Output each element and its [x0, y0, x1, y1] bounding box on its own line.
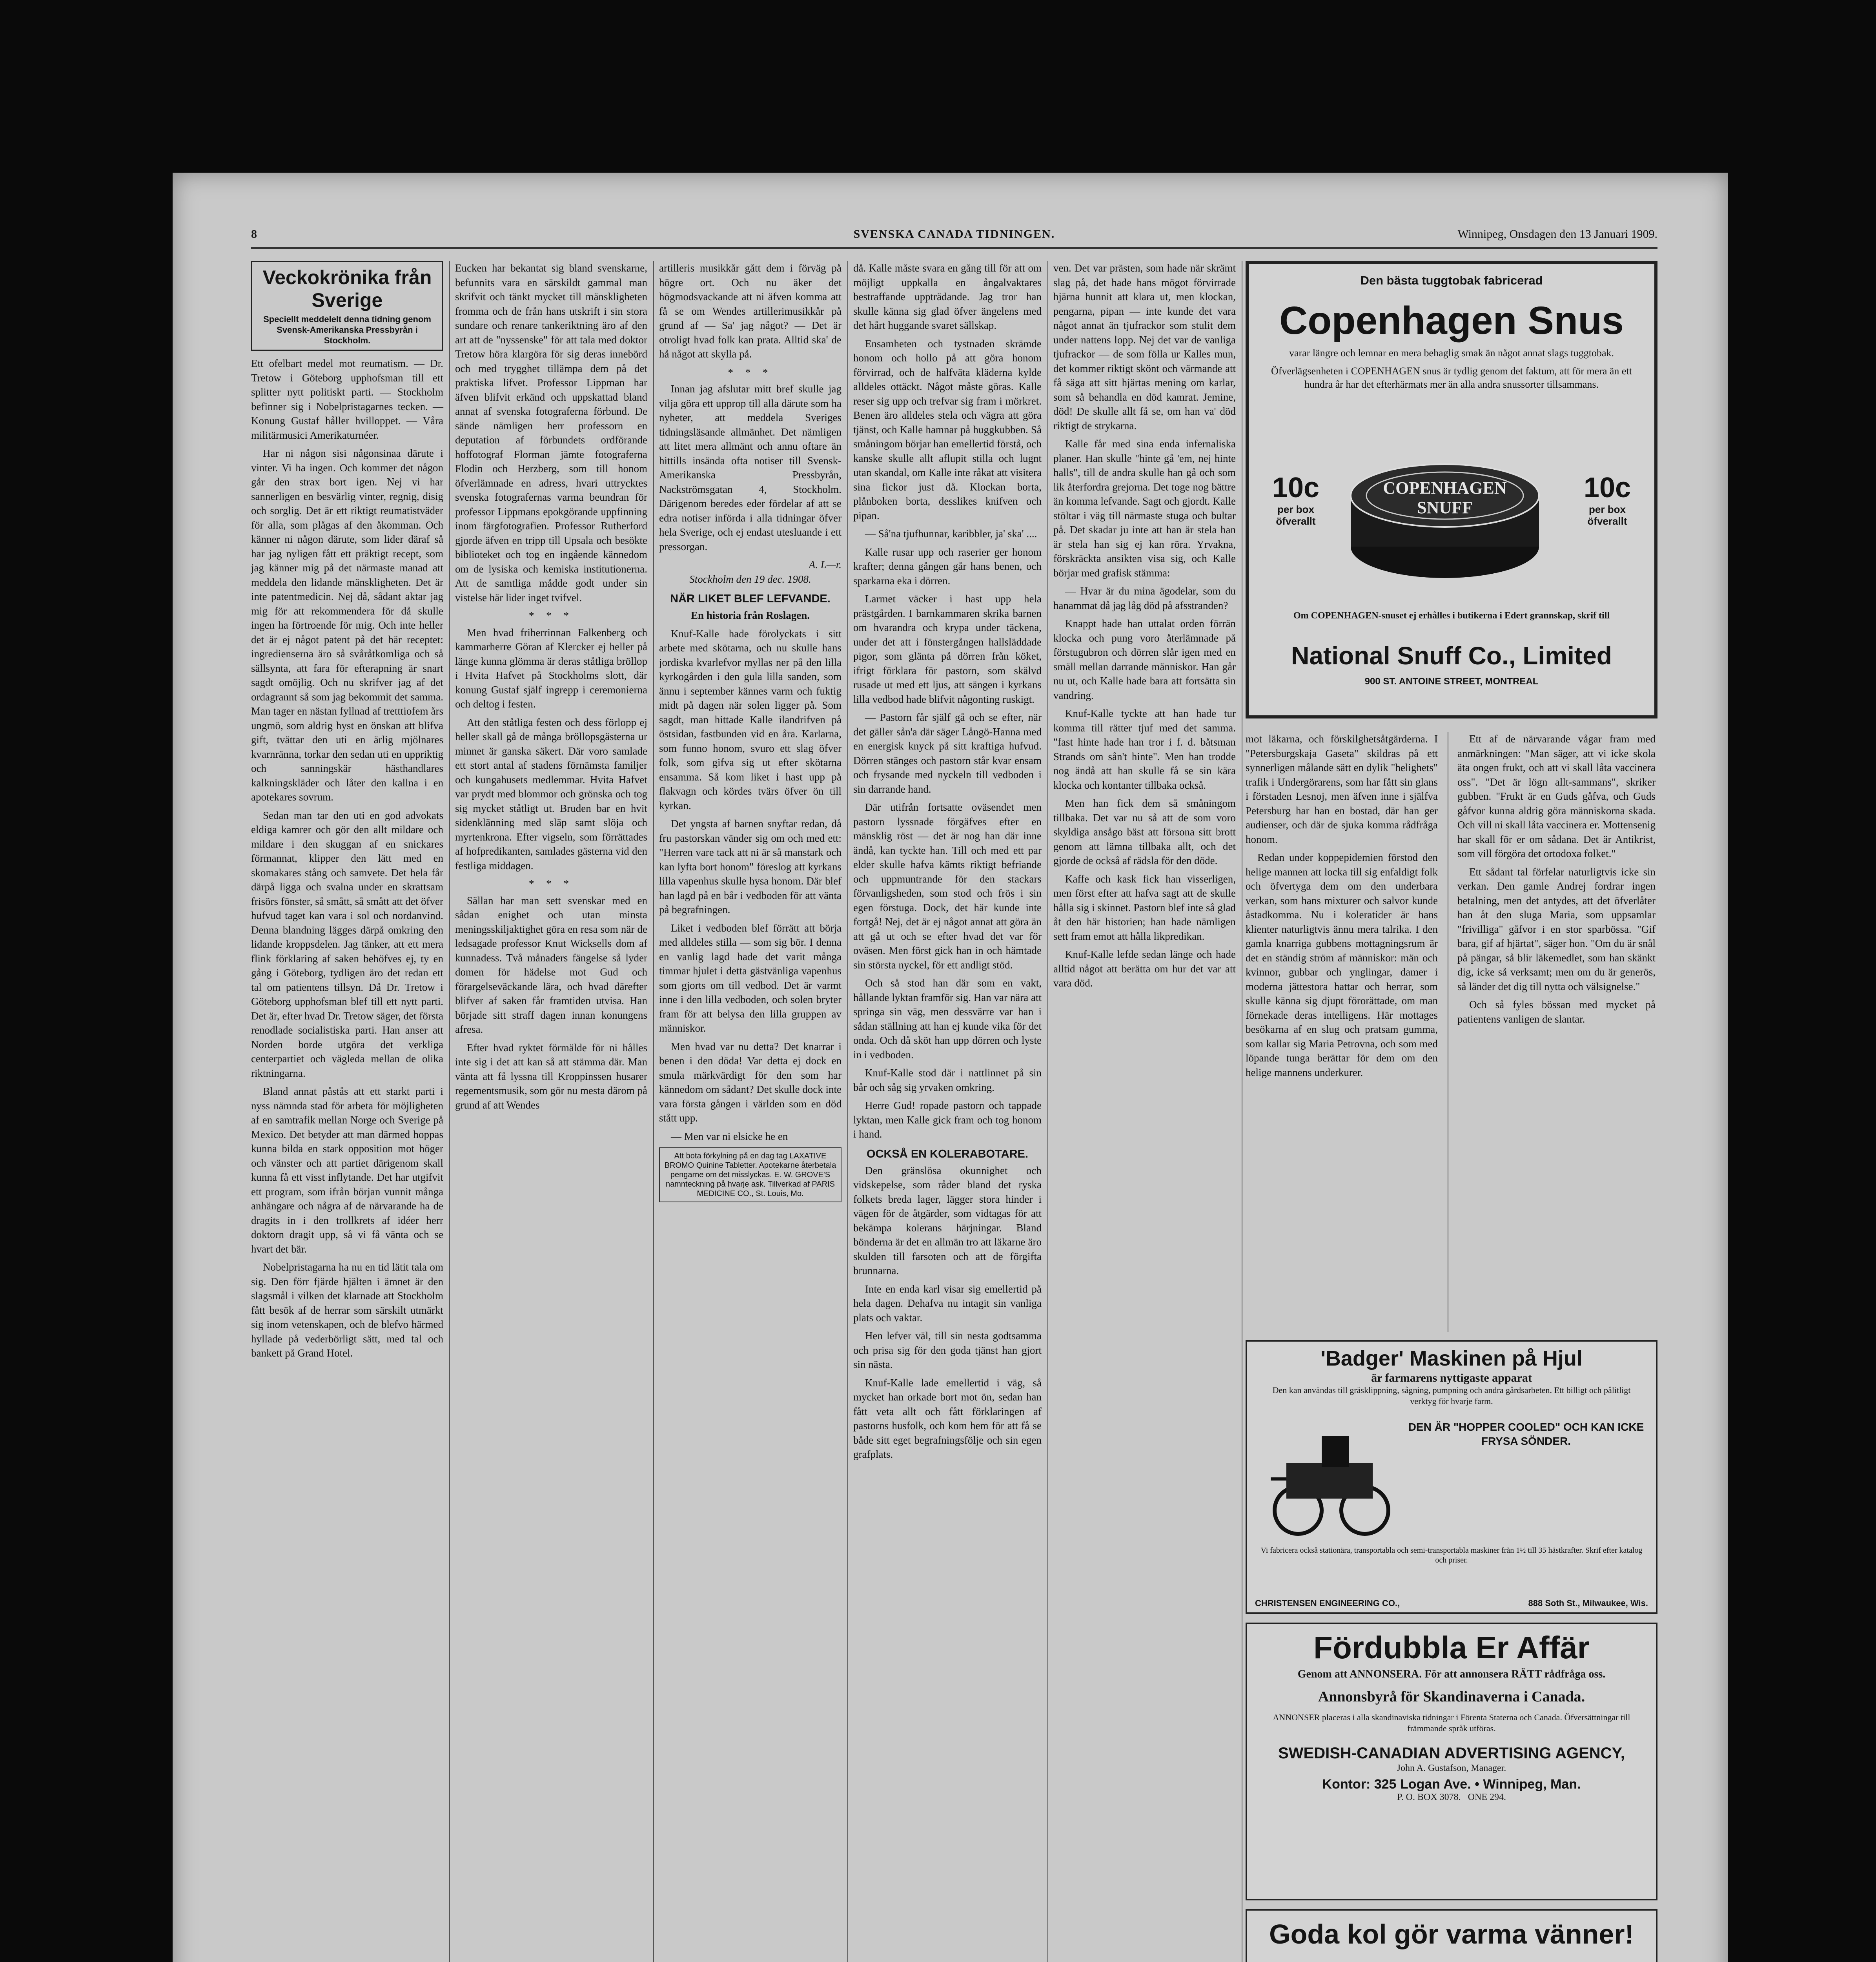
article-paragraph: Sällan har man sett svenskar med en sådan enighet och utan minsta meningsskiljaktighet göra en resa som när de ledsagade professor Knut Wicksells dom af kunnadess. Två månaders fängelse så lyder domen för hädelse mot Gud och förargelseväckande lära, och hvad därefter blifver af saken får framtiden utvisa. Han började sitt straff dagen innan konungens afresa. — [455, 894, 647, 1035]
price-value: 10c — [1272, 472, 1320, 503]
section-divider: * * * — [529, 610, 574, 622]
veckokronika-title: Veckokrönika från Sverige — [262, 266, 432, 311]
fordubbla-subtitle: Genom att ANNONSERA. För att annonsera RÄTT rådfråga oss. — [1297, 1668, 1606, 1680]
price-scope: öfverallt — [1276, 515, 1316, 527]
badger-company: CHRISTENSEN ENGINEERING CO., — [1255, 1598, 1400, 1608]
story-paragraph: — Så'na tjufhunnar, karibbler, ja' ska' .... — [865, 528, 1037, 540]
goda-title: Goda kol gör varma vänner! — [1269, 1919, 1634, 1949]
badger-title: 'Badger' Maskinen på Hjul — [1320, 1347, 1583, 1370]
article-paragraph: Att den ståtliga festen och dess förlopp ej heller skall gå de många bröllopsgästerna ur minnet är ganska säkert. Där voro samlade ett stort antal af stadens förnämsta familjer och kungahusets medlemmar. Hvita Hafvet var prydt med blommor och grönska och tog sig mycket ståtligt ut. Bruden bar en hvit sidenklänning med släp samt slöja och myrtenkrona. Efter vigseln, som förrättades af hofpredikanten, samlades gästerna vid den festliga middagen. — [455, 716, 647, 872]
newspaper-page — [173, 173, 1728, 1962]
badger-fine-print: Vi fabricera också stationära, transportabla och semi-transportabla maskiner från 1½ till 35 hästkrafter. Skrif efter katalog och priser. — [1260, 1546, 1643, 1564]
agency-office: Kontor: 325 Logan Ave. • Winnipeg, Man. — [1322, 1777, 1581, 1792]
article-paragraph: Och så fyles bössan med mycket på patientens vanligen de slantar. — [1457, 999, 1656, 1025]
story-paragraph: Men hvad var nu detta? Det knarrar i benen i den döda! Var detta ej dock en smula märkvärdigt för den som har kännedom om sådant? Det skulle dock inte vara första gången i världen som en död stått upp. — [659, 1040, 841, 1124]
story-paragraph: Herre Gud! ropade pastorn och tappade lyktan, men Kalle gick fram och tog honom i hand. — [853, 1100, 1042, 1140]
snus-tagline: Den bästa tuggtobak fabricerad — [1360, 274, 1543, 287]
article-paragraph: mot läkarna, och förskilghetsåtgärderna. I "Petersburgskaja Gaseta" skildras på ett synnerligen målande sätt en dylik "helighets" trafik i Undergörarens, som har fått sin glans i förstaden Lesnoj, men äfven inne i själfva Petersburg har han en bostad, där han ger audienser, och där de sjuka komma rådfråga honom. — [1246, 733, 1438, 845]
column-rule — [1047, 261, 1048, 1962]
snus-text: varar längre och lemnar en mera behaglig smak än något annat slags tuggtobak. — [1289, 347, 1614, 359]
coal-wood-ad — [1246, 1909, 1657, 1962]
right-lower-text — [1246, 732, 1657, 1332]
column-3 — [659, 261, 841, 1962]
article-paragraph: Sedan man tar den uti en god advokats eldiga kamrer och gör den allt mildare och mildare i den skuggan af en snickares förmannat, klipper den lätt med en skomakares stång och samvete. Det hela får därpå ligga och svalna under en skrattsam frisörs fönster, så smått, så smått att det öfver hufvud taget kan vara i sol och nordanvind. Denna blandning lägges därpå omkring den lidande kroppsdelen. Jag tänker, att ett mera flink förklaring af saken behöfves ej, ty en gång i Göteborg, tydligen äro det redan ett tal om patientens tillsyn. Då Dr. Tretow i Göteborg upphofsman blef till ett nytt parti. Det är, efter hvad Dr. Tretow säger, det första renodlade socialistiska parti. Han anser att Norden borde utgöra det verkliga centerpartiet och vägleda mellan de olika riktningarna. — [251, 809, 443, 1079]
column-rule — [449, 261, 450, 1962]
story-paragraph: Knuf-Kalle lefde sedan länge och hade alltid något att berätta om hur det var att vara död. — [1053, 948, 1236, 989]
badger-address: 888 Soth St., Milwaukee, Wis. — [1528, 1598, 1648, 1608]
article-paragraph: Bland annat påstås att ett starkt parti i nyss nämnda stad för arbeta för möjligheten af en samtrafik mellan Norge och Sverige på Mexico. Det betyder att man därmed hoppas kunna bilda en stark opposition mot höger och vänster och att partiet därigenom skall kunna få ett visst inflytande. Det har utgifvit ett program, som ifrån början vunnit många anhängare och några af de närvarande ha de dragits in i den trollkrets af idéer herr doktorn dragit upp, så vi få vänta och se hvart det bär. — [251, 1085, 443, 1255]
article-signature: A. L—r. — [809, 559, 841, 571]
story-title: NÄR LIKET BLEF LEFVANDE. — [670, 593, 831, 605]
fordubbla-bureau: Annonsbyrå för Skandinaverna i Canada. — [1318, 1688, 1585, 1705]
snus-price-right — [1572, 472, 1643, 527]
story-paragraph: Knappt hade han uttalat orden förrän klocka och pung voro återlämnade på förstugubron och dörren slår igen med en smäll mellan darrande människor. Han går nu ut, och Kalle hade bara att fortsätta sin vandring. — [1053, 618, 1236, 701]
story-paragraph: Kalle får med sina enda infernaliska planer. Han skulle "hinte gå 'em, nej hinte halls", till de andra skulle han gå och som lik återfordra grejorna. Det toge nog bättre än komma lefvande. Sagt och gjordt. Kalle stöltar i väg till närmaste stuga och bultar på. Det skadar ju inte att han är stela han är stela han sig ej kan röra. Yrvakna, förskräckta ansikten visa sig, och Kalle börjar med grafisk stämma: — [1053, 438, 1236, 579]
tin-label-2: SNUFF — [1417, 498, 1473, 517]
fordubbla-title: Fördubbla Er Affär — [1313, 1630, 1590, 1665]
price-unit: per box — [1277, 503, 1314, 515]
story-paragraph: Det yngsta af barnen snyftar redan, då fru pastorskan vänder sig om och med ett: "Herren vare tack att ni är så manstark och kan lyfta bort honom" föreslog att kyrkans lilla vapenhus skulle hysa honom. Där blef han lagd på en bår i vedboden för att vänta på begrafningen. — [659, 818, 841, 915]
article-paragraph: Eucken har bekantat sig bland svenskarne, befunnits vara en särskildt gammal man skrifvit och tänkt mycket till mänskligheten fromma och de från hans utskrift i sin stora sundare och renare tankeriktning äro af den art att de "nyssenske" för att tala med doktor Tretow höra klargöra för sig deras innebörd och med trygghet tillämpa dem på det praktiska lifvet. Professor Lippman har äfven blifvit erkänd och uppskattad bland annat af svenska fotograferna förbund. De sände nämligen herr professorn en deputation af förbundets ordförande hoffotograf Florman jämte fotograferna Flodin och Herzberg, som till honom öfverlämnade en adress, hvari uttrycktes svenska fotografernas varma beundran för professor Lippmans epokgörande uppfinning inom färgfotografien. Professor Rutherford gjorde äfven en tripp till Upsala och besökte biblioteket och tog en ingående kännedom om de lysiska och kemiska institutionerna. Att de samtliga mådde godt under sin vistelse här lider inget tvifvel. — [455, 262, 647, 604]
bromo-quinine-ad: Att bota förkylning på en dag tag LAXATIVE BROMO Quinine Tabletter. Apotekarne återbetala pengarne om det misslyckas. E. W. GROVE'S namnteckning på hvarje ask. Tillverkad af PARIS MEDICINE CO., St. Louis, Mo. — [659, 1147, 841, 1202]
story-subtitle: En historia från Roslagen. — [690, 609, 810, 621]
badger-footer — [1255, 1598, 1648, 1608]
badger-subtitle: är farmarens nyttigaste apparat — [1371, 1371, 1532, 1384]
story-paragraph: då. Kalle måste svara en gång till för att om möjligt uppkalla en ångalvaktares bestraffande uppträdande. Jag tror han skulle känna sig glad öfver ängelens med det hårt huggande svaret sällskap. — [853, 262, 1042, 331]
price-unit: per box — [1589, 503, 1626, 515]
agency-box — [1255, 1792, 1648, 1803]
kolera-section-title: OCKSÅ EN KOLERABOTARE. — [867, 1147, 1028, 1160]
page-number: 8 — [251, 228, 257, 241]
column-rule — [847, 261, 848, 1962]
snus-price-left — [1260, 472, 1331, 527]
story-paragraph: — Pastorn får själf gå och se efter, när det gäller sån'a där säger Långö-Hanna med en energisk knyck på sitt kraftiga hufvud. Dörren stänges och pastorn står kvar ensam och frysande med nyckeln till vedboden i sin darrande hand. — [853, 711, 1042, 795]
column-6-lower — [1457, 732, 1656, 1332]
story-paragraph: ven. Det var prästen, som hade när skrämt slag på, det hade hans mögot förvirrade hjärna hunnit att klara ut, men klockan, pengarna, pipan — inte kunde det vara något annat än tjufrackor som stulit dem under nattens lopp. Nej det var de vanliga tjufrackor — de som fölla ur Kalles mun, det kommer riktigt skönt och värmande att få säga att sitt hjärtas mening om karlar, som så behandla en död kamrat. Jemine, död! De skulle allt få se, om han va' död riktigt de strykarna. — [1053, 262, 1236, 432]
right-area — [1246, 261, 1657, 1962]
section-divider: * * * — [529, 878, 574, 890]
badger-engine-ad — [1246, 1340, 1657, 1614]
story-paragraph: Kaffe och kask fick han visserligen, men först efter att hafva sagt att de skulle hålla sig i skinnet. Pastorn blef inte så glad åt den här historien; han hade nämligen sett fram emot att hålla likpredikan. — [1053, 873, 1236, 942]
snuff-tin-illustration — [1343, 449, 1547, 582]
story-paragraph: Ensamheten och tystnaden skrämde honom och hollo på att göra honom förvirrad, och de halfväta kläderna kylde alldeles ottäckt. Något måste göras. Kalle reser sig upp och trefvar sig fram i mörkret. Benen äro alldeles stela och vägra att göra tjänst, och Kalle hamnar på huggkubben. Så småningom börjar han emellertid förstå, och kanske skulle allt aflupit stilla och lugnt utan skandal, om Kalle inte råkat att visitera sina fickor just då. Klockan borta, plånboken borta, desslikes knifven och pipan. — [853, 337, 1042, 521]
section-paragraph: Knuf-Kalle lade emellertid i väg, så mycket han orkade bort mot ön, sedan han fått veta allt och fått förklaringen af pastorns husfolk, och kom hem för att få se både sitt eget begrafningsfölje och sin egen grafplats. — [853, 1377, 1042, 1460]
agency-manager: John A. Gustafson, Manager. — [1397, 1763, 1506, 1773]
column-4 — [853, 261, 1042, 1962]
agency-name: SWEDISH-CANADIAN ADVERTISING AGENCY, — [1278, 1745, 1625, 1762]
story-paragraph: Kalle rusar upp och raserier ger honom krafter; denna gången går hans benen, och sparkarna eka i dörren. — [853, 546, 1042, 587]
issue-date: Winnipeg, Onsdagen den 13 Januari 1909. — [1457, 228, 1657, 241]
story-paragraph: Larmet väcker i hast upp hela prästgården. I barnkammaren skrika barnen om hvarandra och krypa under täckena, under det att i fönstergången hallsläddade pigor, som glänta på dörren från köket, ifrigt förklara för pastorn, som skälvd rusade ut med ett ljus, att sängen i kyrkans lilla vedbod hade blifvit någonting ruskigt. — [853, 593, 1042, 705]
snus-address: 900 ST. ANTOINE STREET, MONTREAL — [1364, 676, 1539, 687]
article-paragraph: Ett sådant tal förfelar naturligtvis icke sin verkan. Den gamle Andrej fordrar ingen betalning, men det antydes, att det öfverlåter han åt den sluga Maria, som uppsamlar "frivilliga" gåfvor i en stor sparbössa. "Gif bara, gif af hjärtat", säger hon. "Om du är snål på pängar, så blir läkemedlet, som han skänkt dig, icke så verksamt; men om du är generös, så länder det dig till nytta och välsignelse." — [1457, 866, 1656, 992]
article-paragraph: artilleris musikkår gått dem i förväg på högre ort. Och nu äker det högmodsvackande att ni äfven komma att få se om Wendes artillerimusikkår på grund af — Sa' jag något? — Det är otroligt hvad folk kan prata. Alltid ska' de hå något att skylla på. — [659, 262, 841, 360]
story-paragraph: Knuf-Kalle stod där i nattlinnet på sin bår och såg sig yrvaken omkring. — [853, 1067, 1042, 1093]
article-paragraph: Redan under koppepidemien förstod den helige mannen att locka till sig enfaldigt folk och öfvertyga dem om den underbara verkan, som hans mixturer och salvor kunde åstadkomma. Nu i koleratider är hans klienter naturligtvis ännu mera talrika. I den gamla knarriga gubbens mottagningsrum är det en ständig ström af människor: män och kvinnor, gubbar och ynglingar, damer i moderna jättestora hattar och herrar, som skulle känna sig djupt förorättade, om man förnekade deras intelligens. Här mottages besökarna af en slug och pratsam gumma, som kallar sig Maria Petrovna, och som med löpande tunga berättar för dem om den helige mannens underkurer. — [1246, 852, 1438, 1078]
fordubbla-text: ANNONSER placeras i alla skandinaviska tidningar i Förenta Staterna och Canada. Öfversättningar till främmande språk utföras. — [1273, 1712, 1630, 1733]
snus-brand: Copenhagen Snus — [1279, 299, 1624, 343]
article-paragraph: Har ni någon sisi någonsinaa därute i vinter. Vi ha ingen. Och kommer det någon går den strax bort igen. Nej vi har sannerligen en besvärlig vinter, regnig, disig och sorglig. Det är ett riktigt reumatistväder för alla, som plågas af den åkomman. Och känner ni någon därute, som lider däraf så har jag nyligen fått ett präktigt recept, som jag känner mig på det närmaste manad att meddela den lidande mänskligheten. Det är inte patentmedicin. Nej då, sådant aktar jag mig för att rekommendera för då skulle ingen ha förtroende för mig. Och inte heller det är ej något patent på det här receptet: ingredienserna äro så svåråtkomliga och så sällsynta, att fara för efterapning är snart sagdt omöjlig. Och nu skrifver jag af det ordagrannt så som jag bekommit det samma. Man tager en nästan fyllnad af tretttiofem års ungmö, som aldrig hyst en önskan att blifva gift, tvättar den uti en ärlig mjölnares kvarnränna, torkar den sedan uti en uppriktig och sanningskär hästhandlares kalkningskläder och låter den kallna i en apotekares sovrum. — [251, 447, 443, 803]
article-paragraph: Nobelpristagarna ha nu en tid lätit tala om sig. Den förr fjärde hjälten i ämnet är den slagsmål i vilken det klarnade att Stockholm fått besök af de herrar som särskilt utmärkt sig inom vetenskapen, och de blefvo härmed hyllade på vederbörligt sätt, med tal och bankett på Grand Hotel. — [251, 1261, 443, 1359]
article-summary: Ett ofelbart medel mot reumatism. — Dr. Tretow i Göteborg upphofsman till ett splitter nytt politiskt parti. — Stockholm befinner sig i Nobelpristagarnes tecken. — Konung Gustaf håller hvilloppet. — Våra militärmusici Amerikaturnéer. — [251, 357, 443, 441]
article-paragraph: Efter hvad ryktet förmälde för ni hålles inte sig i det att kan så att stämma där. Man vänta att få lyssna till Kroppinssen husarer regementsmusik, som gör nu mesta därom på grund af att Wendes — [455, 1041, 647, 1111]
article-paragraph: Men hvad friherrinnan Falkenberg och kammarherre Göran af Klercker ej heller på länge kunna glömma är deras ståtliga bröllop i Hvita Hafvet på Stockholms slott, där konung Gustaf själf ingrepp i ceremonierna och deltog i festen. — [455, 626, 647, 710]
article-paragraph: Innan jag afslutar mitt bref skulle jag vilja göra ett upprop till alla därute som ha nyheter, att meddela Sveriges tidningsläsande allmänhet. Det nämligen att litet mera allmänt och annu oftare än hittills insända ofta notiser till Svensk-Amerikanska Pressbyrån, Nackströmsgatan 4, Stockholm. Därigenom beredes eder fördelar af att se edra notiser införda i alla tidningar öfver hela Sverige, och ej endast utesluande i ett pressorgan. — [659, 383, 841, 552]
column-2 — [455, 261, 647, 1962]
veckokronika-subtitle: Speciellt meddelelt denna tidning genom Svensk-Amerikanska Pressbyrån i Stockholm. — [263, 314, 431, 345]
article-dateline: Stockholm den 19 dec. 1908. — [689, 573, 811, 585]
price-value: 10c — [1583, 472, 1631, 503]
page-header — [251, 224, 1657, 249]
section-paragraph: Hen lefver väl, till sin nesta godtsamma och prisa sig för den goda tjänst han gjort sin nästa. — [853, 1330, 1042, 1370]
section-paragraph: Den gränslösa okunnighet och vidskepelse, som råder bland det ryska folkets breda lager, lägger stora hinder i vägen för de åtgärder, som vidtagas för att bekämpa kolerans härjningar. Bland bönderna är det en allmän tro att läkarne äro skulden till farsoten och att de förgifta brunnarna. — [853, 1164, 1042, 1276]
newspaper-name: SVENSKA CANADA TIDNINGEN. — [853, 228, 1055, 241]
story-paragraph: — Hvar är du mina ägodelar, som du hanammat då jag låg död på afsstranden? — [1053, 585, 1236, 611]
po-box: P. O. BOX 3078. — [1397, 1792, 1461, 1802]
advertising-agency-ad — [1246, 1623, 1657, 1900]
snus-text-2: Öfverlägsenheten i COPENHAGEN snus är tydlig genom det faktum, att för mera än ett hundra år har det efterhärmats mer än alla andra snussorter tillsammans. — [1271, 365, 1632, 390]
badger-feature: DEN ÄR "HOPPER COOLED" OCH KAN ICKE FRYSA SÖNDER. — [1408, 1421, 1644, 1447]
story-paragraph: Liket i vedboden blef förrätt att börja med alldeles stilla — som sig bör. I denna en vanlig lagd hade det varit många timmar hjulet i detta gästvänliga vapenhus som gjorts om till vedbod. Det är varmt inne i den lilla vedboden, och solen bryter fram för att belysa den lilla gruppen av människor. — [659, 922, 841, 1034]
column-5-lower — [1246, 732, 1438, 1332]
veckokronika-header — [251, 261, 443, 351]
agency-phone: ONE 294. — [1468, 1792, 1506, 1802]
column-1 — [251, 261, 443, 1962]
price-scope: öfverallt — [1587, 515, 1627, 527]
story-paragraph: Knuf-Kalle tyckte att han hade tur komma till rätter tjuf med det samma. "fast hinte hade han tror i f. d. båtsman Strands om sån't hinte". Men han trodde nog ändå att han skulle få se sin kära klocka och kontanter tillbaka också. — [1053, 707, 1236, 791]
copenhagen-snus-ad — [1246, 261, 1657, 718]
article-paragraph: Ett af de närvarande vågar fram med anmärkningen: "Man säger, att vi icke skola äta ongen frukt, och att vi skall låta vaccinera oss". "Det är lögn allt-sammans", skriker gubben. "Frukt är en Guds gåfva, och Guds gåfvor kunna aldrig göra människorna skada. Och vill ni skall låta vaccinera er. Mottensenig har skall för er om sådana. Det är Antikrist, som vill förgöra det ortodoxa folket." — [1457, 733, 1656, 859]
column-5-upper — [1053, 261, 1236, 989]
badger-description: Den kan användas till gräsklippning, sågning, pumpning och andra gårdsarbeten. Ett billigt och pålitligt verktyg för hvarje farm. — [1272, 1385, 1631, 1406]
story-paragraph: Knuf-Kalle hade förolyckats i sitt arbete med skötarna, och nu skulle hans jordiska kvarlefvor myllas ner på den lilla kyrkogården i den gula lilla sanden, som ännu i september kännes varm och fuktig midt på dagen när solen ligger på. Som sagdt, man hittade Kalle ilandrifven på östsidan, fastbunden vid en åra. Karlarna, som funno honom, svuro ett slag öfver folk, som gifva sig ut efter skötarna ensamma. Så kom liket i hast upp på flakvagn och kördes tvärs öfver ön till kyrkan. — [659, 627, 841, 811]
engine-illustration — [1263, 1420, 1396, 1538]
story-paragraph: — Men var ni elsicke he en — [671, 1130, 788, 1142]
right-ads-stack — [1246, 1340, 1657, 1962]
story-paragraph: Där utifrån fortsatte oväsendet men pastorn lyssnade förgäfves efter en mänsklig röst — det är nog han där inne ändå, kan tyckte han. Till och med ett par elder skulle hafva kämts riktigt befriande och uppmuntrande för den stackars förvanligsheden, som stod och frös i sin egen förstuga. Dock, det här kunde inte fortgå! Nej, det är ej något annat att göra än att gå ut och se efter hvad det var för oväsen. Men först gick han in och hämtade sin största nyckel, för ett andligt stöd. — [853, 801, 1042, 971]
section-divider: * * * — [728, 366, 773, 378]
tin-label-1: COPENHAGEN — [1383, 478, 1507, 498]
story-paragraph: Men han fick dem så småningom tillbaka. Det var nu så att de som voro skyldiga ansågo bäst att försona sitt brott genom att lämna tillbaka allt, och det gjorde de också af rädsla för den döde. — [1053, 797, 1236, 866]
snus-order-note: Om COPENHAGEN-snuset ej erhålles i butikerna i Edert grannskap, skrif till — [1293, 611, 1610, 621]
story-paragraph: Och så stod han där som en vakt, hållande lyktan framför sig. Han var nära att springa sin väg, men dessvärre var han i sådan ställning att han ej kunde vika för det onda. Och då sköt han upp dörren och lyste in i vedboden. — [853, 977, 1042, 1061]
column-rule — [653, 261, 654, 1962]
snus-company: National Snuff Co., Limited — [1291, 642, 1612, 670]
section-paragraph: Inte en enda karl visar sig emellertid på hela dagen. Dehafva nu intagit sin vanliga plats och vaktar. — [853, 1283, 1042, 1324]
